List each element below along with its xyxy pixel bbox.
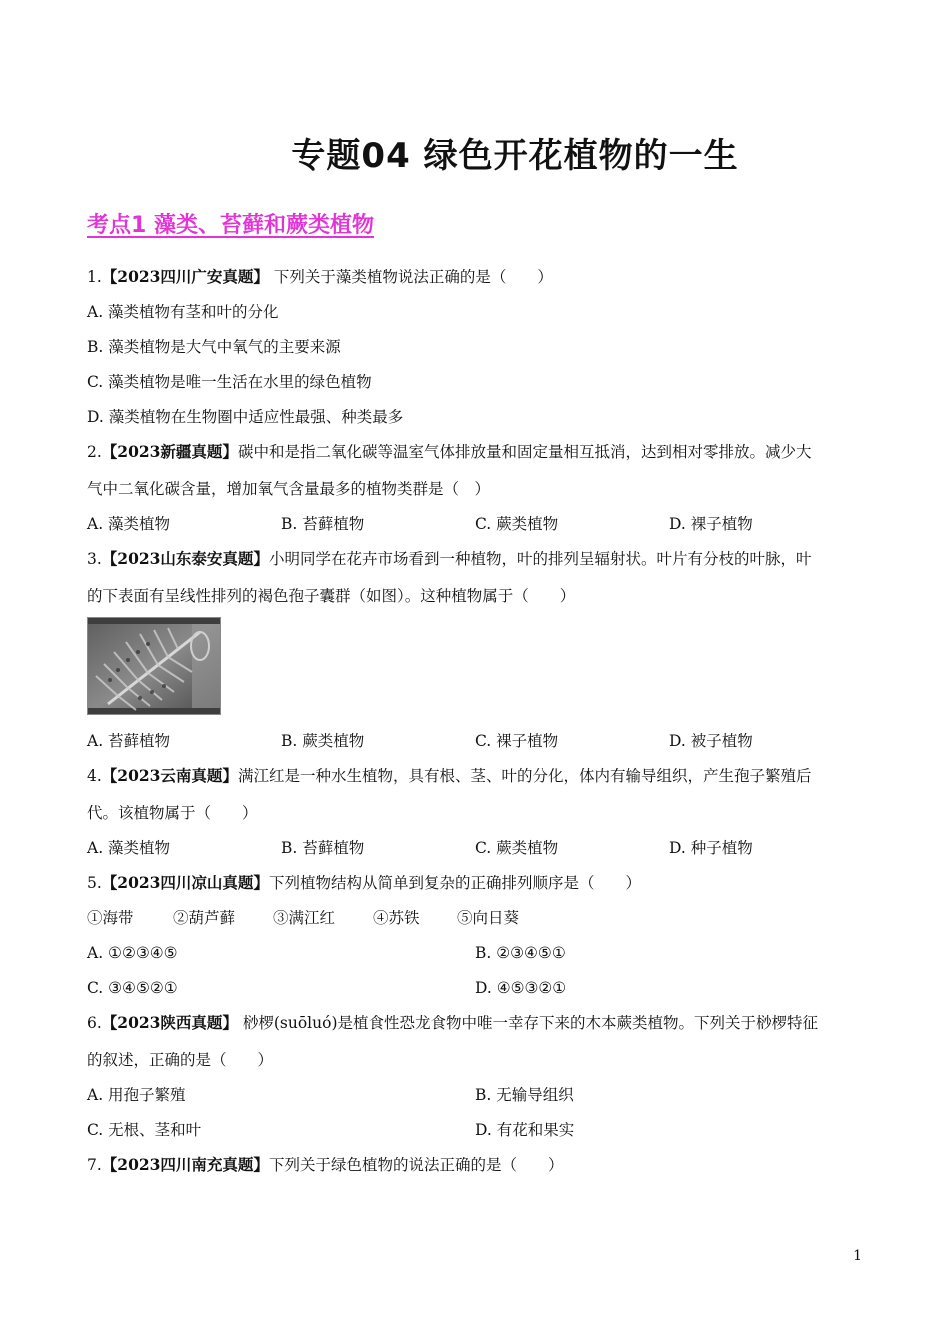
q2-option-a: A. 藻类植物 [87, 515, 171, 533]
q2-option-b: B. 苔藓植物 [281, 515, 365, 533]
q5-option-a: A. ①②③④⑤ [87, 944, 178, 962]
q2-source: 【2023新疆真题】 [101, 442, 238, 461]
q5-option-b: B. ②③④⑤① [475, 944, 566, 962]
q1-option-b: B. 藻类植物是大气中氧气的主要来源 [87, 338, 341, 356]
q3-number: 3. [87, 550, 102, 568]
q3-option-a: A. 苔藓植物 [87, 732, 171, 750]
q2-number: 2. [87, 443, 102, 461]
q5-source: 【2023四川凉山真题】 [101, 873, 269, 892]
q4-source: 【2023云南真题】 [101, 766, 238, 785]
q4-option-c: C. 蕨类植物 [475, 839, 559, 857]
q5-item-3: ③满江红 [273, 909, 336, 927]
question-6 [87, 1013, 818, 1033]
q1-source: 【2023四川广安真题】 [101, 267, 269, 286]
page-number: 1 [853, 1248, 862, 1264]
q2-option-c: C. 蕨类植物 [475, 515, 559, 533]
q4-stem-line2: 代。该植物属于（ ） [87, 804, 258, 822]
q5-item-4: ④苏铁 [373, 909, 420, 927]
q5-option-c: C. ③④⑤②① [87, 979, 178, 997]
q6-stem-line2: 的叙述，正确的是（ ） [87, 1051, 274, 1069]
q6-option-b: B. 无输导组织 [475, 1086, 574, 1104]
q6-option-c: C. 无根、茎和叶 [87, 1121, 202, 1139]
q1-stem: 下列关于藻类植物说法正确的是（ ） [268, 268, 553, 286]
q4-option-d: D. 种子植物 [669, 839, 753, 857]
q4-stem-line1: 满江红是一种水生植物，具有根、茎、叶的分化，体内有输导组织，产生孢子繁殖后 [237, 767, 812, 785]
question-7 [87, 1155, 563, 1175]
q7-source: 【2023四川南充真题】 [101, 1155, 269, 1174]
q4-number: 4. [87, 767, 102, 785]
question-5 [87, 873, 641, 893]
q5-number: 5. [87, 874, 102, 892]
q5-item-2: ②葫芦藓 [173, 909, 236, 927]
fern-leaf-photo [87, 617, 221, 715]
q5-item-5: ⑤向日葵 [457, 909, 520, 927]
q2-stem-line2: 气中二氧化碳含量，增加氧气含量最多的植物类群是（ ） [87, 480, 491, 498]
q3-source: 【2023山东泰安真题】 [101, 549, 269, 568]
question-3 [87, 549, 811, 569]
q3-stem-line2: 的下表面有呈线性排列的褐色孢子囊群（如图）。这种植物属于（ ） [87, 587, 576, 605]
q3-option-c: C. 裸子植物 [475, 732, 559, 750]
page-title: 专题04 绿色开花植物的一生 [291, 136, 739, 176]
q6-source: 【2023陕西真题】 [101, 1013, 238, 1032]
q4-option-b: B. 苔藓植物 [281, 839, 365, 857]
section-heading: 考点1 藻类、苔藓和蕨类植物 [87, 213, 374, 238]
q2-stem-line1: 碳中和是指二氧化碳等温室气体排放量和固定量相互抵消，达到相对零排放。减少大 [237, 443, 812, 461]
q5-stem: 下列植物结构从简单到复杂的正确排列顺序是（ ） [268, 874, 641, 892]
q6-option-d: D. 有花和果实 [475, 1121, 575, 1139]
q2-option-d: D. 裸子植物 [669, 515, 753, 533]
question-4 [87, 766, 811, 786]
q7-stem: 下列关于绿色植物的说法正确的是（ ） [268, 1156, 564, 1174]
q4-option-a: A. 藻类植物 [87, 839, 171, 857]
q5-option-d: D. ④⑤③②① [475, 979, 567, 997]
q5-item-1: ①海带 [87, 909, 134, 927]
q3-option-b: B. 蕨类植物 [281, 732, 365, 750]
q1-number: 1. [87, 268, 102, 286]
fern-leaf-image [88, 618, 220, 714]
q6-stem-line1: 桫椤(suōluó)是植食性恐龙食物中唯一幸存下来的木本蕨类植物。下列关于桫椤特征 [237, 1014, 819, 1032]
question-1 [87, 267, 553, 287]
q1-option-d: D. 藻类植物在生物圈中适应性最强、种类最多 [87, 408, 404, 426]
q1-option-a: A. 藻类植物有茎和叶的分化 [87, 303, 279, 321]
question-2 [87, 442, 811, 462]
q6-number: 6. [87, 1014, 102, 1032]
q3-stem-line1: 小明同学在花卉市场看到一种植物，叶的排列呈辐射状。叶片有分枝的叶脉，叶 [268, 550, 812, 568]
q3-option-d: D. 被子植物 [669, 732, 753, 750]
q7-number: 7. [87, 1156, 102, 1174]
q6-option-a: A. 用孢子繁殖 [87, 1086, 186, 1104]
q1-option-c: C. 藻类植物是唯一生活在水里的绿色植物 [87, 373, 372, 391]
